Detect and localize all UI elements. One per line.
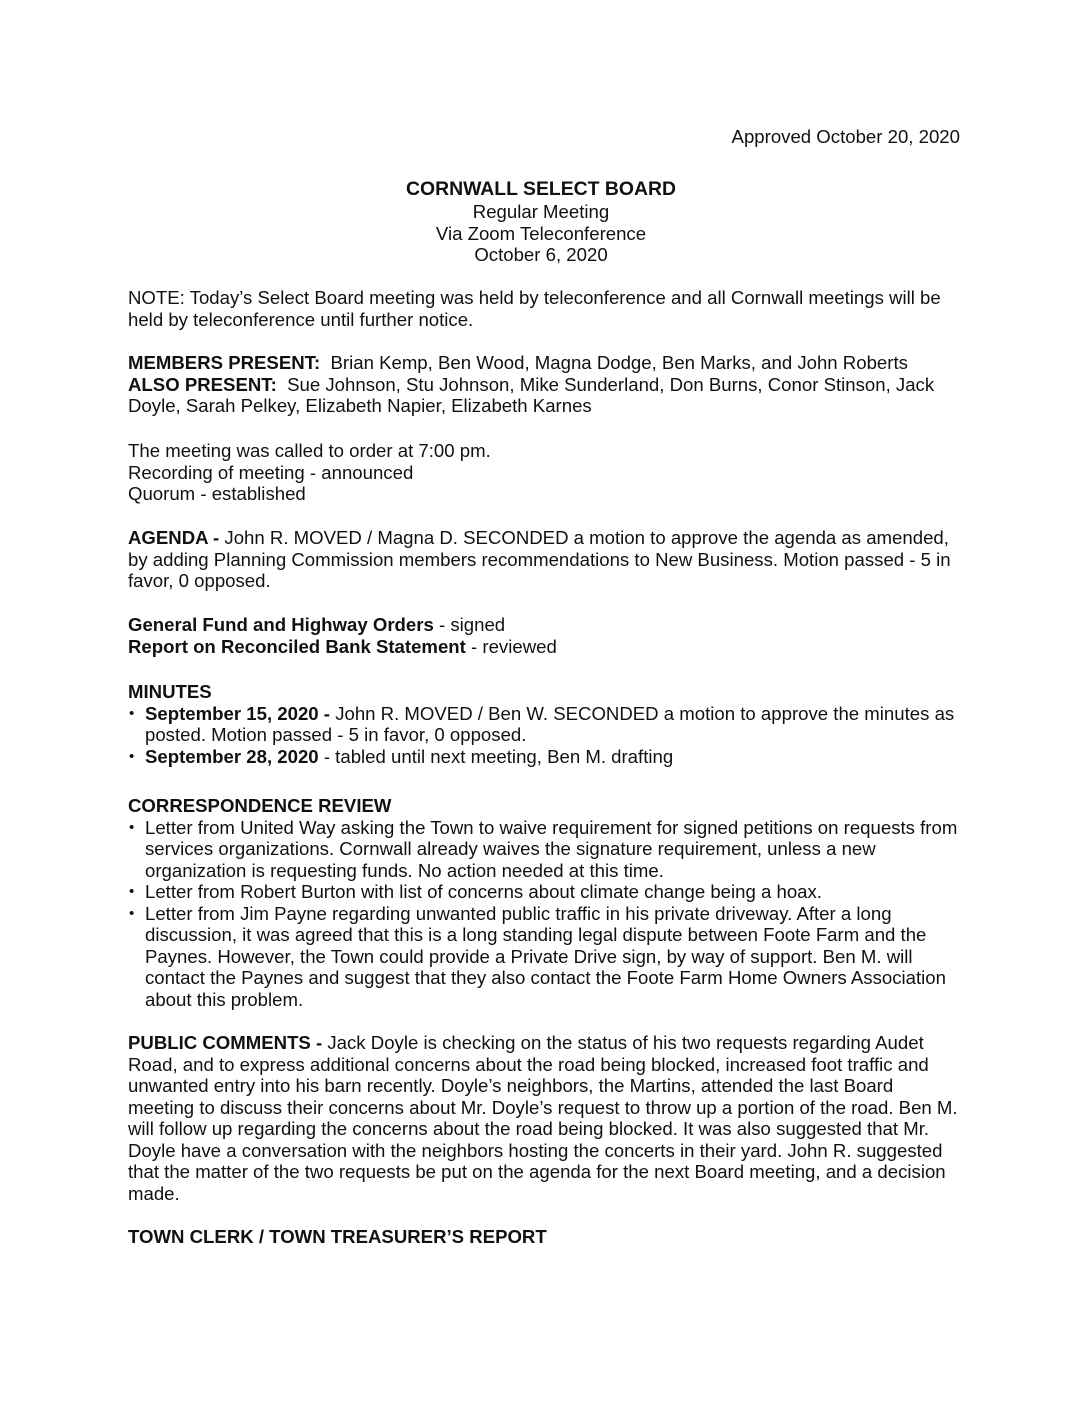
public-comments-section: [128, 1032, 964, 1204]
members-list: Brian Kemp, Ben Wood, Magna Dodge, Ben Marks, and John Roberts: [330, 352, 908, 373]
meeting-venue: Via Zoom Teleconference: [435, 222, 647, 244]
minutes-text: - tabled until next meeting, Ben M. drafting: [323, 745, 674, 767]
minutes-text: John R. MOVED / Ben W. SECONDED a motion to approve the minutes as posted. Motion passed - 5 in favor, 0 opposed.: [145, 702, 955, 745]
orders-section: [128, 614, 964, 657]
agenda-text: John R. MOVED / Magna D. SECONDED a motion to approve the agenda as amended, by adding Planning Commission members recommendations to New Business. Motion passed - 5 in favor, 0 opposed.: [128, 527, 951, 591]
order-status: - signed: [439, 614, 506, 635]
public-comments-text: Jack Doyle is checking on the status of his two requests regarding Audet Road, and to express additional concerns about the road being blocked, increased foot traffic and unwanted entry into his barn recently. Doyle’s neighbors, the Martins, attended the last Board meeting to discuss their concerns about Mr. Doyle’s request to throw up a portion of the road. Ben M. will follow up regarding the concerns about the road being blocked. It was also suggested that Mr. Doyle have a conversation with the neighbors hosting the concerts in their yard. John R. suggested that the matter of the two requests be put on the agenda for the next Board meeting, and a decision made.: [128, 1032, 958, 1204]
public-comments-paragraph: [128, 1032, 964, 1204]
minutes-date: September 28, 2020: [145, 745, 319, 767]
list-item: [128, 703, 964, 746]
list-item: • Letter from United Way asking the Town to waive requirement for signed petitions on requests from services organizations. Cornwall already waives the signature requirement, unless a new organization is requesting funds. No action needed at this time.: [128, 817, 964, 882]
correspondence-list: [128, 817, 964, 1011]
also-present: [128, 374, 964, 417]
meeting-date: October 6, 2020: [474, 244, 608, 265]
members-present: [128, 352, 964, 374]
note-section: [128, 287, 964, 330]
agenda-paragraph: [128, 527, 964, 592]
members-label: MEMBERS PRESENT:: [128, 352, 321, 373]
list-item: • Letter from Jim Payne regarding unwanted public traffic in his private driveway. After a long discussion, it was agreed that this is a long standing legal dispute between Foote Farm and the Paynes. However, the Town could provide a Private Drive sign, by way of support. Ben M. will contact the Paynes and suggest that they also contact the Foote Farm Home Owners Association about this problem.: [128, 903, 964, 1011]
minutes-date: September 15, 2020 -: [145, 702, 331, 724]
note-text: NOTE: Today’s Select Board meeting was held by teleconference and all Cornwall meetings will be held by teleconference until further notice.: [128, 287, 941, 330]
call-to-order: The meeting was called to order at 7:00 pm.: [128, 440, 491, 461]
clerk-section: [128, 1226, 964, 1248]
order-status: - reviewed: [471, 635, 557, 657]
agenda-section: [128, 527, 964, 592]
quorum-status: Quorum - established: [128, 483, 306, 504]
order-item: [128, 614, 964, 636]
correspondence-heading: CORRESPONDENCE REVIEW: [128, 795, 392, 816]
meeting-type: Regular Meeting: [472, 201, 610, 222]
also-label: ALSO PRESENT:: [128, 373, 277, 395]
public-comments-label: PUBLIC COMMENTS -: [128, 1032, 323, 1053]
minutes-list: [128, 703, 964, 768]
minutes-heading: MINUTES: [128, 681, 212, 702]
order-label: Report on Reconciled Bank Statement: [128, 635, 466, 657]
title-block: [128, 178, 954, 266]
clerk-heading: TOWN CLERK / TOWN TREASURER’S REPORT: [128, 1226, 547, 1247]
minutes-section: [128, 681, 964, 767]
also-list: Sue Johnson, Stu Johnson, Mike Sunderland, Don Burns, Conor Stinson, Jack Doyle, Sarah Pelkey, Elizabeth Napier, Elizabeth Karnes: [128, 373, 935, 416]
page-title: CORNWALL SELECT BOARD: [405, 178, 677, 200]
list-item: [128, 746, 964, 768]
recording-status: Recording of meeting - announced: [128, 461, 414, 483]
order-label: General Fund and Highway Orders: [128, 614, 434, 635]
order-item: [128, 636, 964, 658]
attendance-section: [128, 352, 964, 417]
approval-date: Approved October 20, 2020: [731, 126, 960, 147]
correspondence-section: [128, 795, 964, 1010]
agenda-label: AGENDA -: [128, 527, 220, 548]
opening-section: [128, 440, 964, 505]
list-item: • Letter from Robert Burton with list of concerns about climate change being a hoax.: [128, 881, 964, 903]
